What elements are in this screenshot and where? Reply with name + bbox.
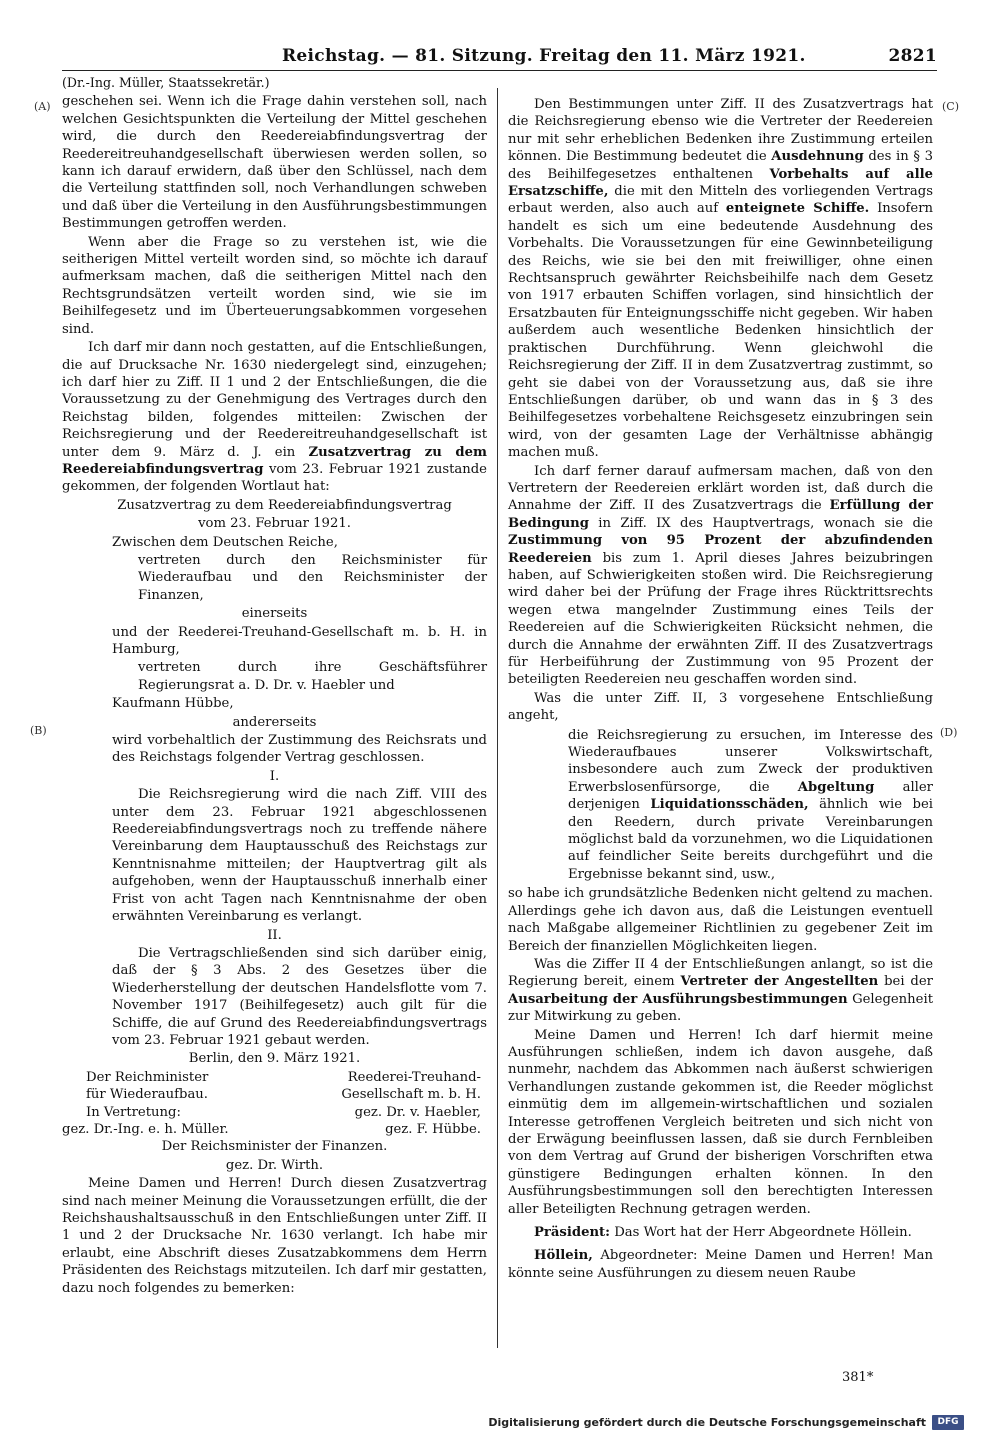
header-title: Reichstag. — 81. Sitzung. Freitag den 11. März 1921.	[282, 46, 806, 66]
paragraph: Die Vertragschließenden sind sich darüber einig, daß der § 3 Abs. 2 des Gesetzes über die Wiederherstellung der deutschen Handelsflotte vom 7. November 1917 (Beihilfegesetz) auch gilt für die Schiffe, die auf Grund des Reedereiabfindungsvertrags vom 23. Februar 1921 gebaut werden.	[112, 945, 487, 1048]
margin-mark-c: (C)	[942, 100, 959, 113]
dfg-logo-icon: DFG	[932, 1415, 964, 1430]
speaker-line: (Dr.-Ing. Müller, Staatssekretär.)	[62, 75, 270, 90]
contract-line: andererseits	[232, 714, 317, 730]
right-column	[508, 96, 933, 1283]
page-header	[62, 44, 937, 71]
paragraph: Wenn aber die Frage so zu verstehen ist, wie die seitherigen Mittel verteilt worden sind, so möchte ich darauf aufmerksam machen, daß die seitherigen Mittel nach den Rechtsgrundsätzen verteilt worden sind, wie sie im Beihilfegesetz und im Überteuerungsabkommen vorgesehen sind.	[62, 234, 487, 337]
contract-title: Zusatzvertrag zu dem Reedereiabfindungsvertrag	[117, 497, 452, 513]
paragraph: Meine Damen und Herren! Ich darf hiermit meine Ausführungen schließen, indem ich davon ausgehe, daß nunmehr, nachdem das Abkommen nach äußerst schwierigen Verhandlungen zustande gekommen ist, die Reeder möglichst einmütig dem im allgemein-wirtschaftlichen und sozialen Interesse getroffenen Vergleich beitreten und sich nicht von der Erwägung beeinflussen lassen, daß sie durch Fernbleiben von dem Vertrag auf Grund der bisherigen Vorschriften etwa günstigere Bedingungen erhalten können. In den Ausführungsbestimmungen soll den berechtigten Interessen aller Beteiligten Rechnung getragen werden.	[508, 1027, 933, 1217]
signature-mark: 381*	[842, 1370, 874, 1385]
signature-row: Der Reichminister Reederei-Treuhand-	[86, 1069, 481, 1085]
paragraph: so habe ich grundsätzliche Bedenken nicht geltend zu machen. Allerdings gehe ich davon aus, daß die Leistungen eventuell nach Maßgabe allgemeiner Richtlinien zu gegebener Zeit im Bereich der finanziellen Möglichkeiten liegen.	[508, 886, 933, 954]
paragraph: Meine Damen und Herren! Durch diesen Zusatzvertrag sind nach meiner Meinung die Voraussetzungen erfüllt, die der Reichshaushaltsausschuß in den Entschließungen unter Ziff. II 1 und 2 der Drucksache Nr. 1630 verlangt. Ich habe mir erlaubt, eine Abschrift dieses Zusatzabkommens dem Herrn Präsidenten des Reichstags mitzuteilen. Ich darf mir gestatten, dazu noch folgendes zu bemerken:	[62, 1176, 487, 1296]
contract-line: Zwischen dem Deutschen Reiche,	[112, 534, 338, 550]
contract-line: einerseits	[241, 606, 308, 622]
paragraph: Ich darf mir dann noch gestatten, auf die Entschließungen, die auf Drucksache Nr. 1630 niedergelegt sind, einzugehen; ich darf hier zu Ziff. II 1 und 2 der Entschließungen, die die Voraussetzung zu der Genehmigung des Vertrages durch den Reichstag bilden, folgendes mitteilen: Zwischen der Reichsregierung und der Reedereitreuhandgesellschaft ist unter dem 9. März d. J. ein Zusatzvertrag zu dem Reedereiabfindungsvertrag vom 23. Februar 1921 zustande gekommen, der folgenden Wortlaut hat:	[62, 340, 487, 495]
place-date: Berlin, den 9. März 1921.	[188, 1051, 361, 1067]
speaker-name: Höllein,	[534, 1248, 593, 1264]
speaker-paragraph: Höllein, Abgeordneter: Meine Damen und Herren! Man könnte seine Ausführungen zu diesem neuen Raube	[508, 1248, 933, 1281]
column-divider	[497, 88, 498, 1348]
paragraph: Den Bestimmungen unter Ziff. II des Zusatzvertrags hat die Reichsregierung ebenso wie die Vertreter der Reedereien nur mit sehr erheblichen Bedenken ihre Zustimmung erteilen können. Die Bestimmung bedeutet die Ausdehnung des in § 3 des Beihilfegesetzes enthaltenen Vorbehalts auf alle Ersatzschiffe, die mit den Mitteln des vorliegenden Vertrags erbaut werden, also auch auf enteignete Schiffe. Insofern handelt es sich um eine bedeutende Ausdehnung des Vorbehalts. Die Voraussetzungen für eine Gewinnbeteiligung des Reichs, wie sie bei den mit freiwilliger, ohne einen Rechtsanspruch gewährter Reichsbeihilfe nach dem Gesetz von 1917 erbauten Schiffen vorlagen, sind hinsichtlich der Ersatzbauten für Enteignungsschiffe nicht gegeben. Wir haben außerdem auch wesentliche Bedenken hinsichtlich der praktischen Durchführung. Wenn gleichwohl die Reichsregierung der Ziff. II in dem Zusatzvertrag zustimmt, so geht sie dabei von der Voraussetzung aus, daß sie ihre Entschließungen darüber, ob und wann das in § 3 des Beihilfegesetzes vorbehaltene Reichsgesetz einzubringen sein wird, von der gesamten Lage der Verhältnisse abhängig machen muß.	[508, 97, 933, 461]
contract-line: und der Reederei-Treuhand-Gesellschaft m. b. H. in Hamburg,	[112, 624, 487, 657]
contract-line: vertreten durch ihre Geschäftsführer Regierungsrat a. D. Dr. v. Haebler und	[138, 660, 487, 693]
digitization-credit	[488, 1415, 964, 1430]
signature-row: In Vertretung: gez. Dr. v. Haebler,	[86, 1104, 481, 1120]
signature-line: gez. Dr. Wirth.	[225, 1157, 324, 1173]
section-numeral: I.	[269, 768, 280, 784]
left-column	[62, 74, 487, 1298]
paragraph: Die Reichsregierung wird die nach Ziff. VIII des unter dem 23. Februar 1921 abgeschlossenen Reedereiabfindungsvertrags noch zu treffende nähere Vereinbarung dem Hauptausschuß des Reichstags zur Kenntnisnahme mitteilen; der Hauptvertrag gilt als aufgehoben, wenn der Hauptausschuß innerhalb einer Frist von acht Tagen nach Kenntnisnahme der oben erwähnten Vereinbarung es verlangt.	[112, 787, 487, 925]
contract-date: vom 23. Februar 1921.	[198, 516, 351, 532]
paragraph: Was die unter Ziff. II, 3 vorgesehene Entschließung angeht,	[508, 690, 933, 724]
quoted-resolution: die Reichsregierung zu ersuchen, im Interesse des Wiederaufbaues unserer Volkswirtschaft, insbesondere auch zum Zweck der produktiven Erwerbslosenfürsorge, die Abgeltung aller derjenigen Liquidationsschäden, ähnlich wie bei den Reedern, durch private Vereinbarungen möglichst bald da vorzunehmen, wo die Liquidationen auf feindlicher Seite bereits durchgeführt und die Ergebnisse bekannt sind, usw.,	[568, 727, 933, 882]
contract-line: Kaufmann Hübbe,	[112, 696, 234, 712]
signature-row: für Wiederaufbau. Gesellschaft m. b. H.	[86, 1087, 481, 1103]
paragraph: Was die Ziffer II 4 der Entschließungen anlangt, so ist die Regierung bereit, einem Vertreter der Angestellten bei der Ausarbeitung der Ausführungsbestimmungen Gelegenheit zur Mitwirkung zu geben.	[508, 956, 933, 1025]
contract-line: vertreten durch den Reichsminister für Wiederaufbau und den Reichsminister der Finanzen,	[138, 552, 487, 603]
margin-mark-d: (D)	[940, 726, 958, 739]
paragraph: Ich darf ferner darauf aufmersam machen, daß von den Vertretern der Reedereien erklärt worden ist, daß durch die Annahme der Ziff. II des Zusatzvertrags die Erfüllung der Bedingung in Ziff. IX des Hauptvertrags, wonach sie die Zustimmung von 95 Prozent der abzufindenden Reedereien bis zum 1. April dieses Jahres beizubringen haben, auf Schwierigkeiten stoßen wird. Die Reichsregierung wird daher bei der Prüfung der Frage ihres Rücktrittsrechts wegen etwa mangelnder Zustimmung eines Teils der Reedereien auf die Schwierigkeiten Rücksicht nehmen, die durch die Annahme der erwähnten Ziff. II des Zusatzvertrags für Herbeiführung der Zustimmung von 95 Prozent der beteiligten Reedereien neu geschaffen worden sind.	[508, 463, 933, 688]
credit-text: Digitalisierung gefördert durch die Deutsche Forschungsgemeinschaft	[488, 1416, 926, 1429]
signature-line: Der Reichsminister der Finanzen.	[161, 1139, 388, 1155]
page-number: 2821	[888, 46, 937, 66]
margin-mark-b: (B)	[30, 724, 47, 737]
speaker-name: Präsident:	[534, 1225, 611, 1240]
speaker-paragraph: Präsident: Das Wort hat der Herr Abgeordnete Höllein.	[534, 1225, 912, 1240]
paragraph: geschehen sei. Wenn ich die Frage dahin verstehen soll, nach welchen Gesichtspunkten die Verteilung der Mittel geschehen wird, die durch den Reedereiabfindungsvertrag der Reedereitreuhandgesellschaft überwiesen werden sollen, so kann ich darauf erwidern, daß über den Schlüssel, nach dem die Verteilung stattfinden soll, noch Verhandlungen schweben und daß über die Verteilung in den Ausführungsbestimmungen Bestimmungen getroffen werden.	[62, 94, 487, 232]
section-numeral: II.	[267, 927, 282, 943]
contract-line: wird vorbehaltlich der Zustimmung des Reichsrats und des Reichstags folgender Vertrag geschlossen.	[112, 733, 487, 766]
margin-mark-a: (A)	[34, 100, 51, 113]
signature-row: gez. Dr.-Ing. e. h. Müller. gez. F. Hübbe.	[62, 1121, 481, 1137]
